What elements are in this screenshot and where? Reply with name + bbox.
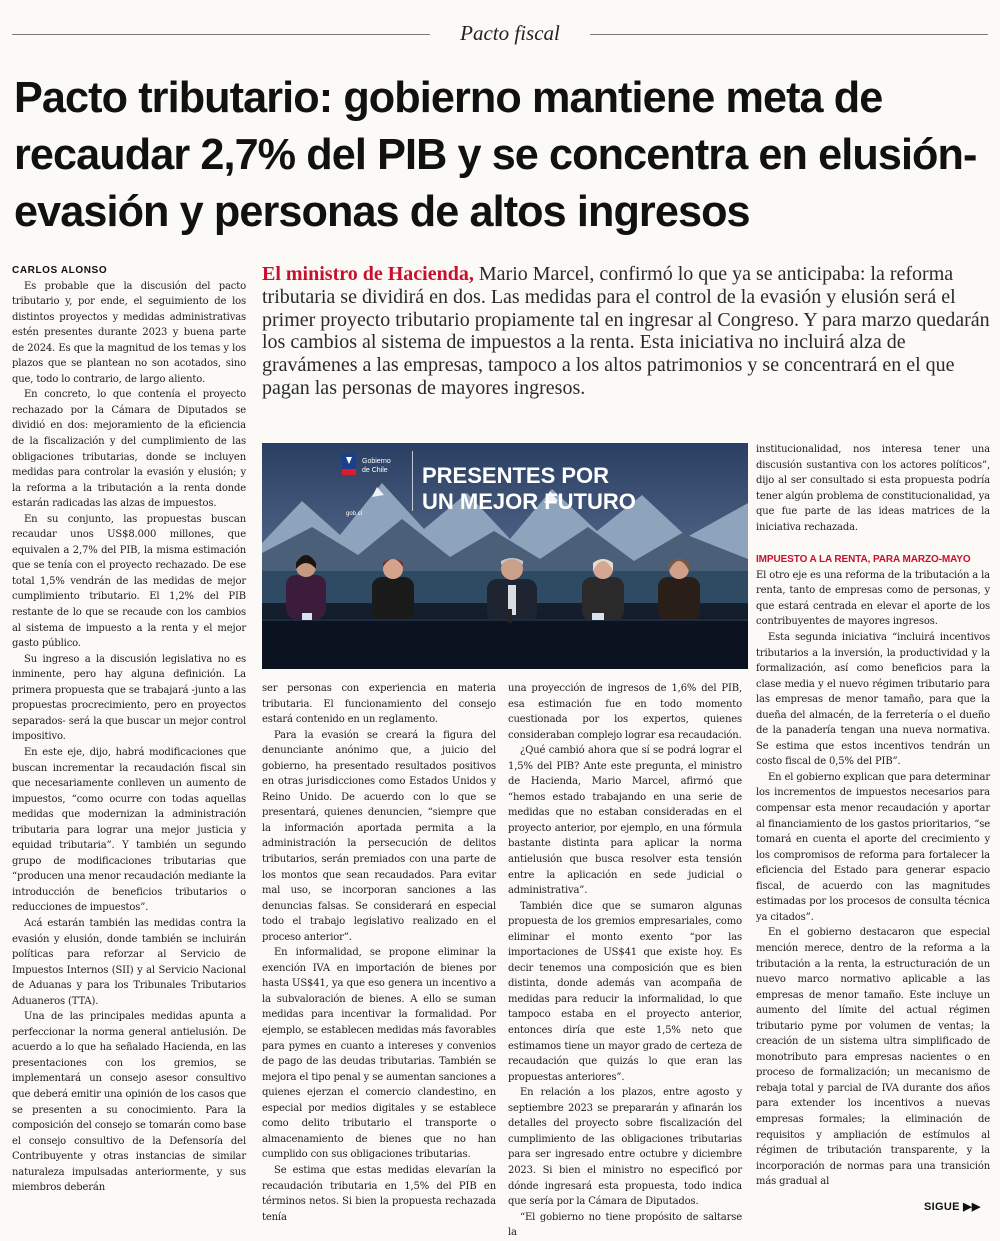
section-header	[12, 18, 988, 52]
column-1	[12, 263, 246, 1196]
col4-paragraph: institucionalidad, nos interesa tener una discusión sustantiva con los actores políticos”, dijo al ser consultado si esta propuesta podría tener algún problema de constitucionalidad, ya que fue parte de las ideas matrices de la iniciativa rechazada.	[756, 444, 990, 533]
subhead: IMPUESTO A LA RENTA, PARA MARZO-MAYO	[756, 554, 971, 566]
col4-paragraph: En el gobierno destacaron que especial mención merece, dentro de la reforma a la tributación a la renta, la estructuración de un nuevo marco normativo aplicable a las empresas de menor tamaño. Este incluye un aumento del límite del actual régimen tributario pyme por volumen de ventas; la creación de un sistema ultra simplificado de monotributo para empresas nacientes o en proceso de formalización; un mecanismo de rebaja total y parcial de IVA durante dos años para extender los incentivos a nuevas empresas formales; la eliminación de requisitos y ampliación de estímulos al régimen de tributación transparente, y la incorporación de normas para una transición más gradual al	[756, 927, 990, 1188]
banner-line-2: UN MEJOR FUTURO	[422, 489, 636, 514]
col1-paragraph: Su ingreso a la discusión legislativa no es inminente, pero hay alguna definición. La primera propuesta que se trabajará -junto a las propuestas procrecimiento, pero en proyectos separados- será la que buscar un mejor control impositivo.	[12, 653, 246, 743]
headline: Pacto tributario: gobierno mantiene meta de recaudar 2,7% del PIB y se concentra en elusión-evasión y personas de altos ingresos	[14, 74, 977, 236]
lead-paragraph	[262, 263, 990, 400]
government-logo-line-1: Gobierno	[362, 458, 391, 465]
website-label: gob.cl	[346, 511, 363, 517]
lead-text: Mario Marcel, confirmó lo que ya se anticipaba: la reforma tributaria se dividirá en dos. Las medidas para el control de la evasión y elusión será el primer proyecto tributario propiamente tal en ingresar al Congreso. Y para marzo quedarán los cambios al sistema de impuestos a la renta. Esta iniciativa no incluirá alza de gravámenes a las empresas, tampoco a los altos patrimonios y se concentrará en el que pagan las personas de mayores ingresos.	[262, 263, 990, 399]
section-rule-right	[590, 34, 988, 35]
col3-paragraph: “El gobierno no tiene propósito de saltarse la	[508, 1211, 742, 1239]
lead-strong: El ministro de Hacienda,	[262, 263, 474, 285]
col4-paragraph: Esta segunda iniciativa “incluirá incentivos tributarios a la inversión, la productividad y la formalización, así como beneficios para la clase media y el nuevo régimen tributario para las empresas de menor tamaño, para que la dueña del almacén, de la ferretería o el dueño de la panadería tengan una nueva normativa. Se estima que estos incentivos tendrán un costo fiscal de 0,5% del PIB”.	[756, 632, 990, 768]
press-conference-photo	[262, 443, 748, 669]
col1-paragraph: Es probable que la discusión del pacto tributario y, por ende, el seguimiento de los distintos proyectos y medidas administrativas estén presentes durante 2023 y buena parte de 2024. Es que la magnitud de los temas y los plazos que se plantean no son acotados, sino que, todo lo contrario, de largo aliento.	[12, 280, 246, 385]
press-table	[262, 619, 748, 669]
government-logo-line-2: de Chile	[362, 467, 388, 474]
col1-paragraph: En concreto, lo que contenía el proyecto rechazado por la Cámara de Diputados se dividió en dos: mejoramiento de la eficiencia de la fiscalización y del cumplimiento de las obligaciones tributarias, donde se incluyen medidas para controlar la evasión y elusión; y la reforma a la tributación a la renta donde estarán radicadas las alzas de impuestos.	[12, 389, 246, 510]
col3-paragraph: ¿Qué cambió ahora que sí se podrá lograr el 1,5% del PIB? Ante este pregunta, el ministro de Hacienda, Mario Marcel, afirmó que “hemos estado trabajando en una serie de medidas que no estaban consideradas en el proyecto anterior, por ejemplo, en una fórmula bastante distinta para aplicar la norma antielusión que busca resolver esta tensión entre la aplicación en sede judicial o administrativa”.	[508, 745, 742, 897]
column-3	[508, 681, 742, 1241]
photo-illustration	[262, 443, 748, 669]
col1-paragraph: Acá estarán también las medidas contra la evasión y elusión, donde también se incluirán políticas para reforzar al Servicio de Impuestos Internos (SII) y al Servicio Nacional de Aduanas y para los Tribunales Tributarios Aduaneros (TTA).	[12, 917, 246, 1007]
col3-paragraph: una proyección de ingresos de 1,6% del PIB, esa estimación fue en todo momento cuestionada por los expertos, quienes consideraban complejo lograr esa recaudación.	[508, 683, 742, 741]
section-label: Pacto fiscal	[460, 21, 560, 45]
section-rule-left	[12, 34, 430, 35]
col1-paragraph: En su conjunto, las propuestas buscan recaudar unos US$8.000 millones, que equivalen a 2,7% del PIB, la misma estimación que se tenía con el proyecto rechazado. De ese total 1,5% vendrán de las medidas de mejor cumplimiento tributario. El 1,2% del PIB restante de lo que se recaude con los cambios al sistema de impuesto a la renta y el mejor gasto público.	[12, 513, 246, 650]
col2-paragraph: ser personas con experiencia en materia tributaria. El funcionamiento del consejo estará contenido en un reglamento.	[262, 683, 496, 726]
col1-paragraph: En este eje, dijo, habrá modificaciones que buscan incrementar la recaudación fiscal sin que necesariamente conlleven un aumento de impuestos, “como ocurre con todas aquellas medidas que modernizan la administración tributaria para lograr una mejor justicia y equidad tributaria”. Y también un segundo grupo de modificaciones tributarias que “producen una menor recaudación mediante la introducción de beneficios tributarios o reducciones de impuestos”.	[12, 746, 246, 914]
col2-paragraph: Para la evasión se creará la figura del denunciante anónimo que, a juicio del gobierno, ha presentado resultados positivos en otras jurisdicciones como Estados Unidos y Reino Unido. De acuerdo con lo que se presentará, quienes denuncien, “siempre que la información aportada permita a la administración la persecución de delitos tributarios, serán premiados con una parte de los montos que sean recaudados. Para evitar mal uso, se incorporan sanciones a las denuncias falsas. Se considerará en especial todo el trabajo legislativo realizado en el proceso anterior”.	[262, 729, 496, 943]
col3-paragraph: También dice que se sumaron algunas propuesta de los gremios empresariales, como eliminar el monto exento “por las importaciones de US$41 que existe hoy. Es decir tenemos una composición que es bien distinta, donde además van acompaña de medidas para reducir la informalidad, lo que tampoco estaba en el proyecto anterior, entonces diría que este 1,5% neto que estimamos tiene un mayor grado de certeza de recaudación que quizás lo que eran las propuestas anteriores”.	[508, 900, 742, 1083]
banner-line-1: PRESENTES POR	[422, 463, 610, 488]
col3-paragraph: En relación a los plazos, entre agosto y septiembre 2023 se prepararán y afinarán los detalles del proyecto sobre fiscalización del cumplimiento de las obligaciones tributarias para ser ingresado entre octubre y diciembre 2023. Si bien el ministro no especificó por dónde ingresará esta propuesta, todo indica que sería por la Cámara de Diputados.	[508, 1087, 742, 1208]
column-2	[262, 681, 496, 1225]
byline: CARLOS ALONSO	[12, 265, 108, 276]
col4-paragraph: En el gobierno explican que para determinar los incrementos de impuestos necesarios para compensar esta menor recaudación y aportar al financiamiento de los gastos prioritarios, “se tomará en cuenta el aporte del crecimiento y los compromisos de reforma para fortalecer la eficiencia del Estado para generar espacio fiscal, de acuerdo con las magnitudes estimadas por los procesos de consulta técnica ya citados”.	[756, 771, 990, 923]
column-4	[756, 442, 990, 1190]
continue-marker: SIGUE ▶▶	[924, 1201, 981, 1213]
col2-paragraph: En informalidad, se propone eliminar la exención IVA en importación de bienes por hasta US$41, ya que eso genera un incentivo a la subvaloración de bienes. A ello se suman medidas para incentivar la formalidad. Por ejemplo, se establecen medidas más favorables para pymes en cuanto a intereses y convenios de pago de las deudas tributarias. También se mejora el tipo penal y se aumentan sanciones a quienes ejerzan el comercio clandestino, en especial por medios digitales y se establece como delito tributario el transporte o almacenamiento de bienes que no han cumplido con sus obligaciones tributarias.	[262, 947, 496, 1161]
col1-paragraph: Una de las principales medidas apunta a perfeccionar la norma general antielusión. De acuerdo a lo que ha señalado Hacienda, en las presentaciones con los gremios, se implementará un consejo asesor consultivo que deberá emitir una opinión de los casos que se presenten a su conocimiento. Para la composición del consejo se tomarán como base el consejo consultivo de la Defensoría del Contribuyente y otras instancias de similar naturaleza impulsadas anteriormente, y sus miembros deberán	[12, 1011, 246, 1194]
col2-paragraph: Se estima que estas medidas elevarían la recaudación tributaria en 1,5% del PIB en términos netos. Si bien la propuesta rechazada tenía	[262, 1164, 496, 1223]
col4-paragraph: El otro eje es una reforma de la tributación a la renta, tanto de empresas como de personas, y que estará centrada en elevar el aporte de los contribuyentes de mayores ingresos.	[756, 569, 990, 628]
